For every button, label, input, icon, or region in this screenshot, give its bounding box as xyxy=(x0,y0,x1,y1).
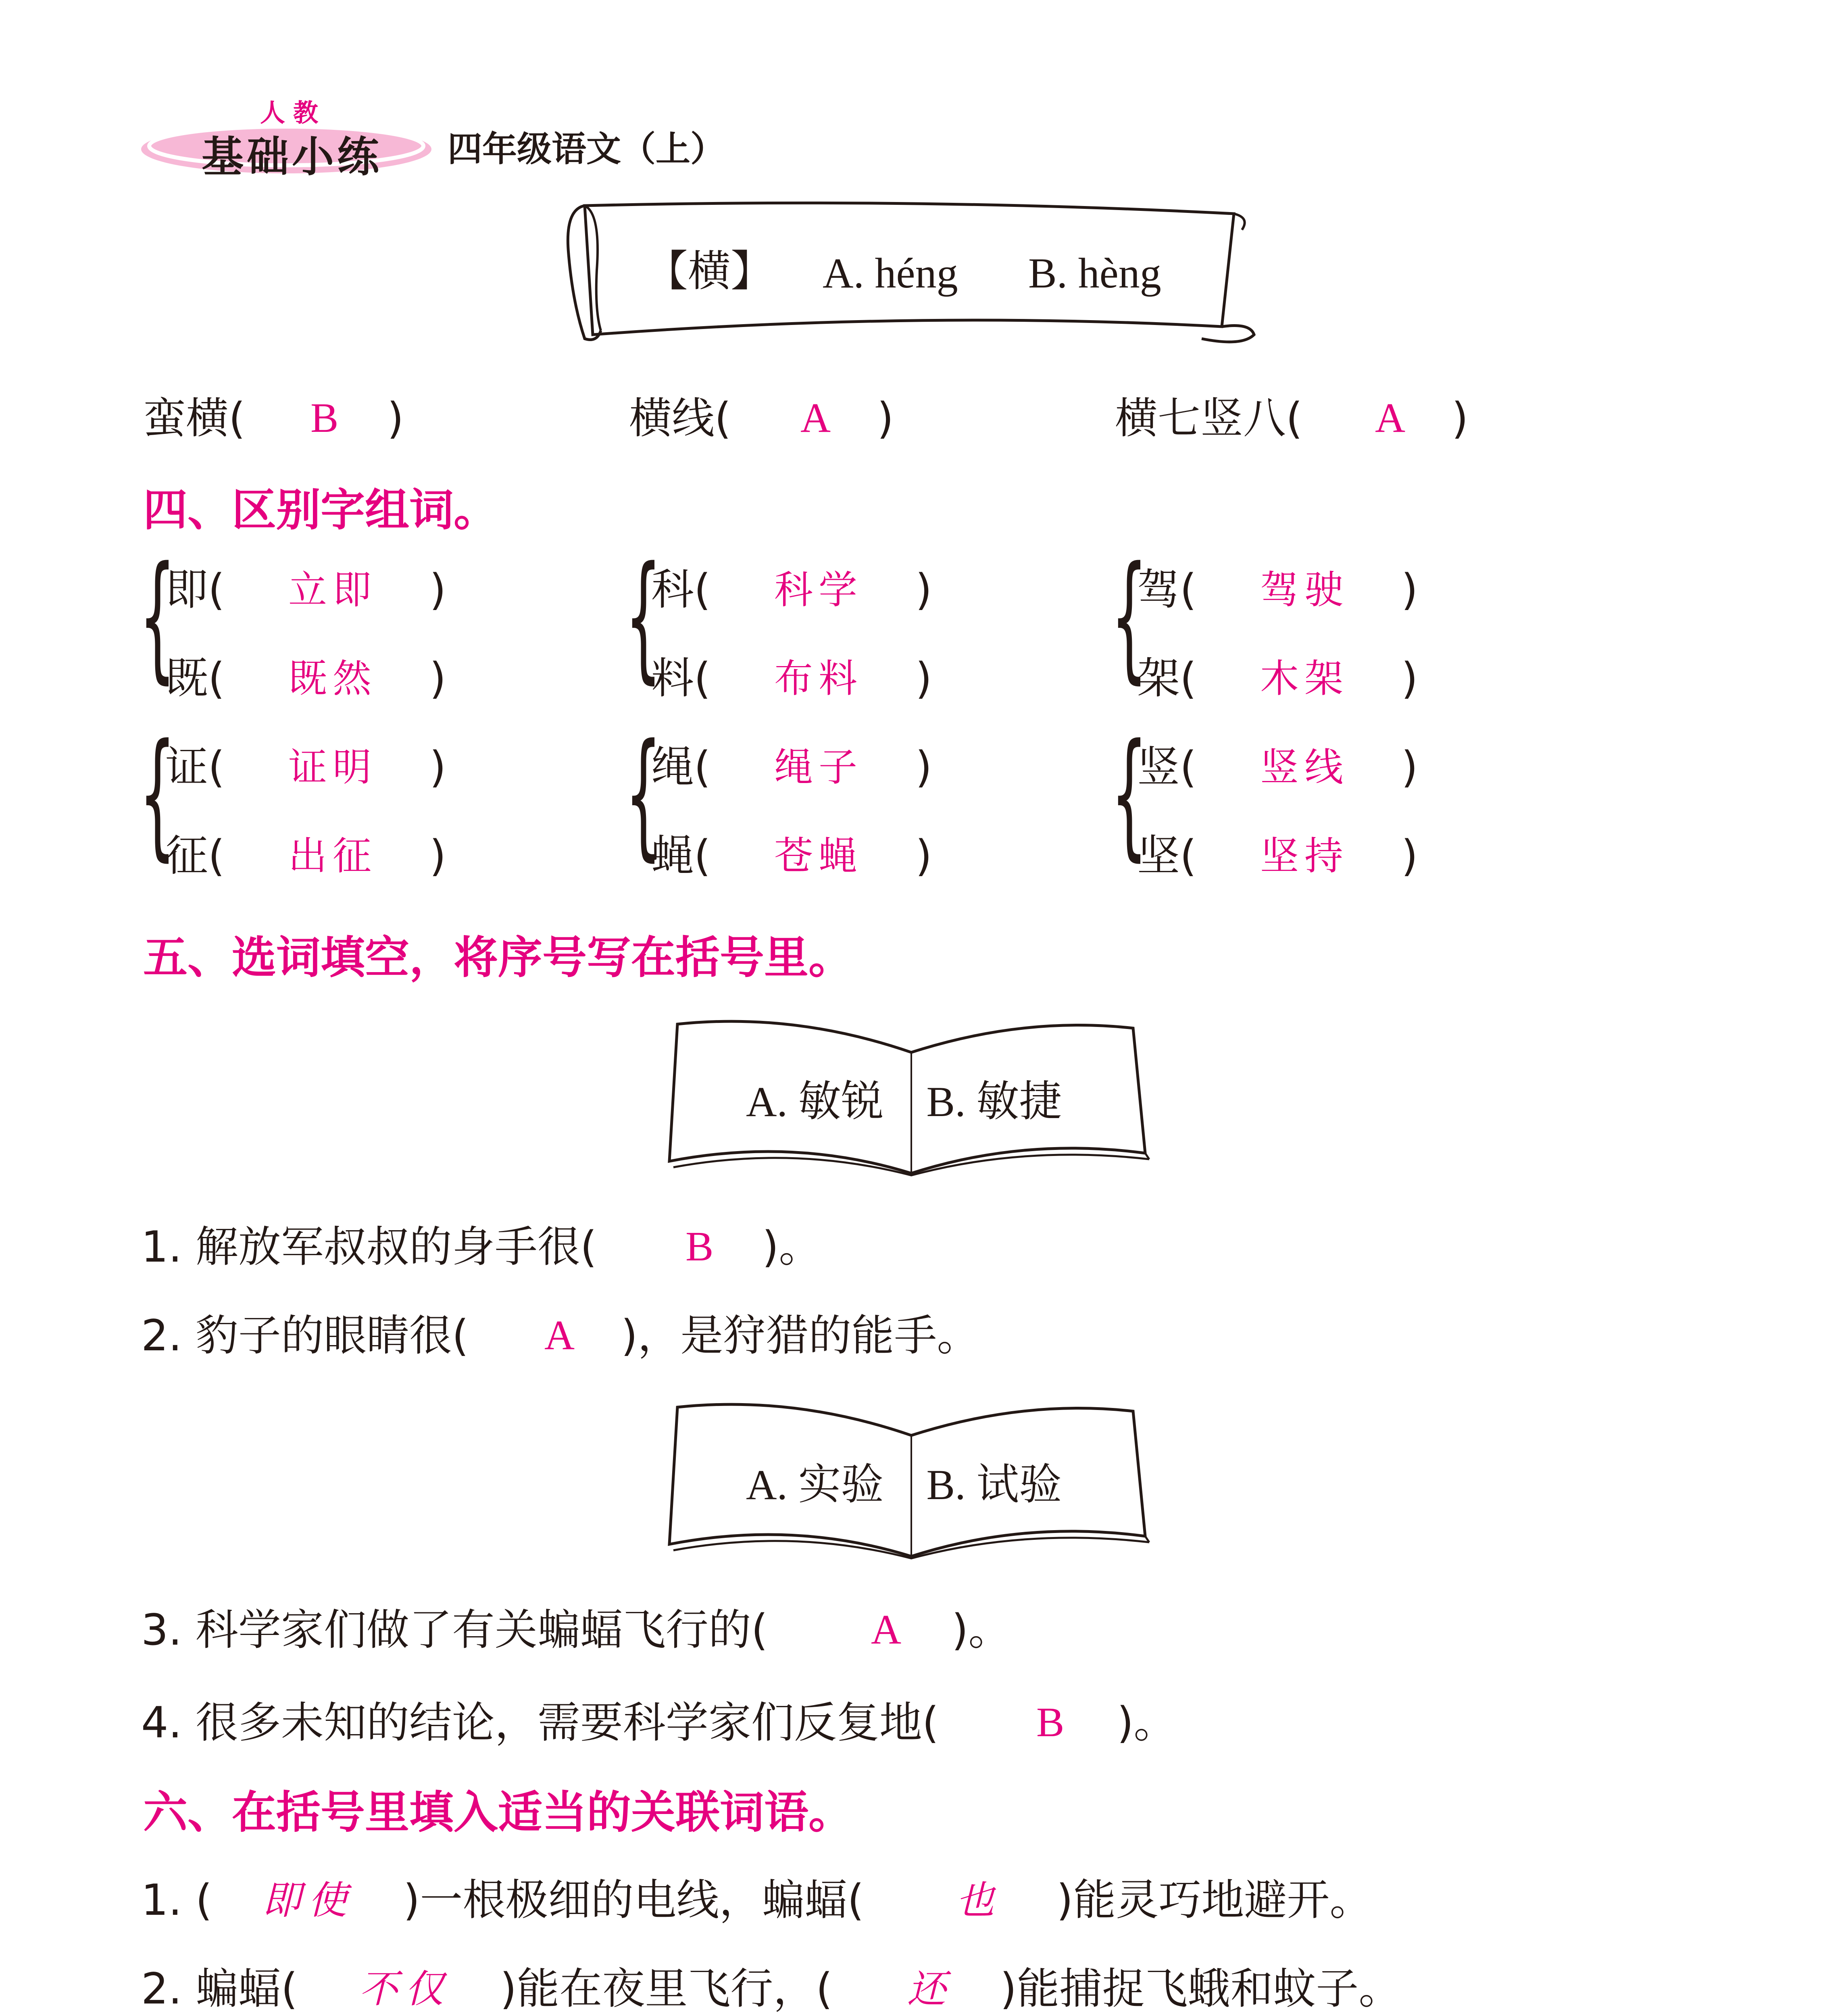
answer-1: 立即 xyxy=(288,567,377,612)
close-paren: ) xyxy=(429,742,446,792)
char-2: 坚( xyxy=(1137,831,1197,881)
char-2: 既( xyxy=(165,654,225,703)
book-options-text: A. 敏锐 B. 敏捷 xyxy=(746,1078,1062,1125)
section-4-title: 四、区别字组词。 xyxy=(143,484,498,536)
book-options-text: A. 实验 B. 试验 xyxy=(746,1461,1062,1508)
question-1-post: )。 xyxy=(762,1222,822,1272)
s6-q1-answer1: 即使 xyxy=(262,1878,354,1923)
section-6-title: 六、在括号里填入适当的关联词语。 xyxy=(143,1787,853,1838)
pron-item-close: ) xyxy=(387,394,404,443)
answer-2: 苍蝇 xyxy=(774,833,863,879)
char-1: 竖( xyxy=(1137,742,1197,792)
char-1: 即( xyxy=(165,565,225,614)
pron-item-word: 横线( xyxy=(629,394,731,443)
s6-q2-part3: )能捕捉飞蛾和蚊子。 xyxy=(1000,1964,1402,2014)
s6-q1-part2: )一根极细的电线，蝙蝠( xyxy=(403,1875,864,1925)
brace-icon: { xyxy=(625,714,662,874)
brace-icon: { xyxy=(1111,714,1148,874)
pron-item-answer: B xyxy=(310,395,339,441)
s6-q1-part3: )能灵巧地避开。 xyxy=(1056,1875,1373,1925)
question-4-post: )。 xyxy=(1117,1698,1177,1747)
pron-item-word: 蛮横( xyxy=(143,394,246,443)
pron-item-answer: A xyxy=(1375,395,1406,441)
pron-item-word: 横七竖八( xyxy=(1115,394,1303,443)
answer-1: 绳子 xyxy=(774,745,863,790)
book-options-2 xyxy=(661,1399,1157,1560)
subject-label: 四年级语文（上） xyxy=(448,129,725,169)
brace-icon: { xyxy=(139,537,176,697)
pron-item-answer: A xyxy=(800,395,831,441)
series-badge xyxy=(137,98,435,181)
question-1-answer: B xyxy=(685,1223,714,1270)
close-paren: ) xyxy=(915,654,932,703)
pron-item-close: ) xyxy=(1452,394,1469,443)
answer-2: 木架 xyxy=(1260,656,1349,701)
question-3-post: )。 xyxy=(952,1605,1011,1655)
close-paren: ) xyxy=(1401,654,1418,703)
scroll-option-b: B. hèng xyxy=(1028,250,1161,297)
close-paren: ) xyxy=(1401,565,1418,614)
answer-1: 证明 xyxy=(288,745,377,790)
scroll-banner xyxy=(556,190,1266,351)
char-1: 科( xyxy=(651,565,711,614)
close-paren: ) xyxy=(429,831,446,881)
answer-2: 出征 xyxy=(288,833,377,879)
answer-1: 竖线 xyxy=(1260,745,1349,790)
close-paren: ) xyxy=(915,565,932,614)
section-5-title: 五、选词填空，将序号写在括号里。 xyxy=(143,932,853,983)
answer-2: 布料 xyxy=(774,656,863,701)
brace-icon: { xyxy=(625,537,662,697)
char-2: 征( xyxy=(165,831,225,881)
scroll-char: 【横】 xyxy=(645,246,773,296)
char-2: 架( xyxy=(1137,654,1197,703)
question-3-pre: 3. 科学家们做了有关蝙蝠飞行的( xyxy=(141,1605,768,1655)
char-1: 证( xyxy=(165,742,225,792)
word-group xyxy=(139,714,506,881)
close-paren: ) xyxy=(1401,742,1418,792)
scroll-option-a: A. héng xyxy=(823,250,958,297)
s6-q2-answer2: 还 xyxy=(907,1966,946,2012)
close-paren: ) xyxy=(429,654,446,703)
brace-icon: { xyxy=(1111,537,1148,697)
char-1: 驾( xyxy=(1137,565,1197,614)
question-2-answer: A xyxy=(544,1312,575,1358)
word-group xyxy=(139,537,506,703)
s6-q2-answer1: 不仅 xyxy=(359,1966,451,2012)
brace-icon: { xyxy=(139,714,176,874)
close-paren: ) xyxy=(915,742,932,792)
char-2: 蝇( xyxy=(651,831,711,881)
close-paren: ) xyxy=(915,831,932,881)
word-group xyxy=(1111,537,1478,703)
s6-q2-part1: 2. 蝙蝠( xyxy=(141,1964,298,2014)
series-title: 基础小练 xyxy=(202,132,383,181)
answer-1: 驾驶 xyxy=(1260,567,1349,612)
question-4-pre: 4. 很多未知的结论，需要科学家们反复地( xyxy=(141,1698,939,1747)
question-2-post: )，是狩猎的能手。 xyxy=(621,1311,980,1360)
close-paren: ) xyxy=(1401,831,1418,881)
s6-q1-answer2: 也 xyxy=(956,1878,994,1923)
char-1: 绳( xyxy=(651,742,711,792)
book-options-1 xyxy=(661,1016,1157,1177)
answer-1: 科学 xyxy=(774,567,863,612)
s6-q1-part1: 1. ( xyxy=(141,1875,213,1925)
char-2: 料( xyxy=(651,654,711,703)
question-1-pre: 1. 解放军叔叔的身手很( xyxy=(141,1222,597,1272)
question-4-answer: B xyxy=(1036,1699,1065,1745)
series-small: 人教 xyxy=(260,98,327,127)
question-2-pre: 2. 豹子的眼睛很( xyxy=(141,1311,469,1360)
word-group xyxy=(625,537,992,703)
s6-q2-part2: )能在夜里飞行，( xyxy=(500,1964,833,2014)
word-group xyxy=(625,714,992,881)
pron-item-close: ) xyxy=(877,394,894,443)
answer-2: 坚持 xyxy=(1260,833,1349,879)
close-paren: ) xyxy=(429,565,446,614)
question-3-answer: A xyxy=(871,1606,902,1653)
answer-2: 既然 xyxy=(288,656,377,701)
word-group xyxy=(1111,714,1478,881)
